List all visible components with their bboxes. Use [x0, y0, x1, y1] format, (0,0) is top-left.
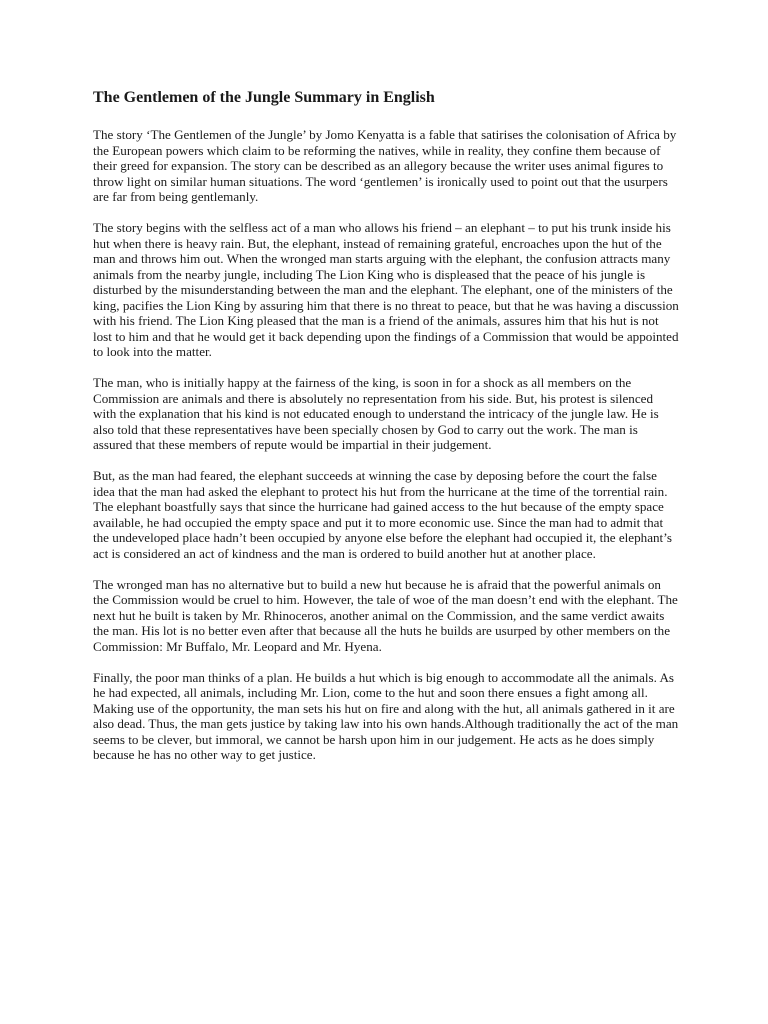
- paragraph-new-hut: The wronged man has no alternative but to build a new hut because he is afraid that the powerful animals on the Commission would be cruel to him. However, the tale of woe of the man doesn’t end with the elephant. The next hut he built is taken by Mr. Rhinoceros, another animal on the Commission, and the same verdict awaits the man. His lot is no better even after that because all the huts he builds are usurped by other members on the Commission: Mr Buffalo, Mr. Leopard and Mr. Hyena.: [93, 576, 678, 654]
- paragraph-intro: The story ‘The Gentlemen of the Jungle’ by Jomo Kenyatta is a fable that satirises the colonisation of Africa by the European powers which claim to be reforming the natives, while in reality, they confine them because of their greed for expansion. The story can be described as an allegory because the writer uses animal figures to throw light on similar human situations. The word ‘gentlemen’ is ironically used to point out that the usurpers are far from being gentlemanly.: [93, 127, 677, 204]
- paragraph-finale: Finally, the poor man thinks of a plan. He builds a hut which is big enough to accommodate all the animals. As he had expected, all animals, including Mr. Lion, come to the hut and soon there ensues a fight among all. Making use of the opportunity, the man sets his hut on fire and along with the hut, all animals gathered in it are also dead. Thus, the man gets justice by taking law into his own hands.Although traditionally the act of the man seems to be clever, but immoral, we cannot be harsh upon him in our judgement. He acts as he does simply because he has no other way to get justice.: [93, 669, 679, 762]
- paragraph-story-begins: The story begins with the selfless act of a man who allows his friend – an elephant – to put his trunk inside his hut when there is heavy rain. But, the elephant, instead of remaining grateful, encroaches upon the hut of the man and throws him out. When the wronged man starts arguing with the elephant, the confusion attracts many animals from the nearby jungle, including The Lion King who is displeased that the peace of his jungle is disturbed by the misunderstanding between the man and the elephant. The elephant, one of the ministers of the king, pacifies the Lion King by assuring him that there is no threat to peace, but that he was having a discussion with his friend. The Lion King pleased that the man is a friend of the animals, assures him that his hut is not lost to him and that he would get it back depending upon the findings of a Commission that would be appointed to look into the matter.: [93, 220, 679, 359]
- document-title: The Gentlemen of the Jungle Summary in English: [93, 89, 435, 106]
- paragraph-verdict: But, as the man had feared, the elephant succeeds at winning the case by deposing before the court the false idea that the man had asked the elephant to protect his hut from the hurricane at the time of the torrential rain. The elephant boastfully says that since the hurricane had gained access to the hut because of the empty space available, he had occupied the empty space and put it to more economic use. Since the man had to admit that the undeveloped place hadn’t been occupied by anyone else before the elephant had occupied it, the elephant’s act is considered an act of kindness and the man is ordered to build another hut at another place.: [93, 468, 672, 561]
- document-page: [93, 88, 679, 778]
- paragraph-commission: The man, who is initially happy at the fairness of the king, is soon in for a shock as all members on the Commission are animals and there is absolutely no representation from his side. But, his protest is silenced with the explanation that his kind is not educated enough to understand the intricacy of the jungle law. He is also told that these representatives have been specially chosen by God to carry out the work. The man is assured that these members of repute would be impartial in their judgement.: [93, 375, 659, 452]
